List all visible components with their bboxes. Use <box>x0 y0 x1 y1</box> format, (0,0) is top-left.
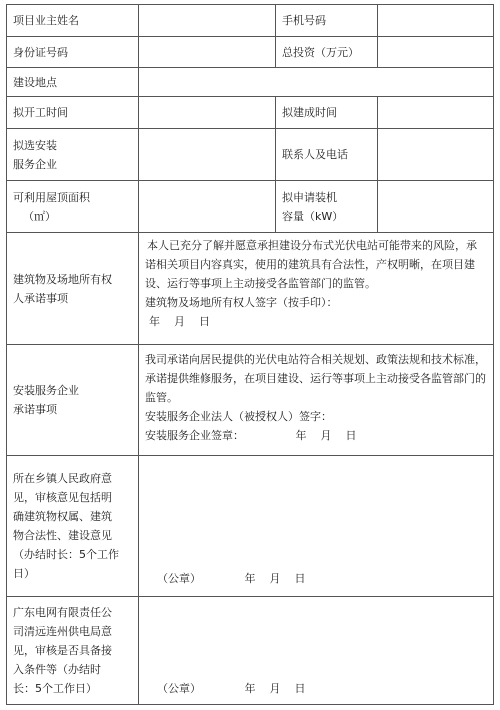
township-seal-label: （公章） <box>157 572 201 585</box>
township-seal-row <box>157 569 487 588</box>
installer-signature-label: 安装服务企业法人（被授权人）签字： <box>145 410 332 423</box>
start-date-value-cell[interactable] <box>139 97 276 129</box>
start-date-label: 拟开工时间 <box>13 106 68 119</box>
location-value-cell[interactable] <box>139 68 494 97</box>
id-number-label-cell <box>7 37 139 68</box>
installer-label-cell <box>7 129 139 181</box>
township-date-month: 月 <box>269 572 281 585</box>
installer-seal-label: 安装服务企业签章： <box>145 429 244 442</box>
township-date-year: 年 <box>244 572 256 585</box>
completion-date-label-cell <box>276 97 378 129</box>
grid-opinion-label-cell <box>7 597 139 705</box>
owner-commitment-content-cell <box>139 233 494 345</box>
township-opinion-content-cell[interactable] <box>139 456 494 597</box>
township-date-day: 日 <box>294 572 306 585</box>
grid-seal-row <box>157 679 487 698</box>
township-label-line4: 物合法性、建设意见 <box>13 529 112 542</box>
owner-date-year: 年 <box>149 315 160 328</box>
location-label-cell <box>7 68 139 97</box>
completion-date-value-cell[interactable] <box>378 97 494 129</box>
installer-value-cell[interactable] <box>139 129 276 181</box>
owner-commitment-label-cell <box>7 233 139 345</box>
grid-date-day: 日 <box>294 682 306 695</box>
owner-name-value-cell[interactable] <box>139 5 276 37</box>
phone-value-cell[interactable] <box>378 5 494 37</box>
township-label-line6: 日） <box>13 567 35 580</box>
start-date-label-cell <box>7 97 139 129</box>
capacity-label-line1: 拟申请装机 <box>282 190 337 204</box>
contact-value-cell[interactable] <box>378 129 494 181</box>
installer-seal-row <box>145 426 487 445</box>
installer-date-day: 日 <box>345 429 357 442</box>
grid-label-line5: 长：5个工作日） <box>13 682 97 695</box>
phone-label-cell <box>276 5 378 37</box>
installer-date-month: 月 <box>320 429 332 442</box>
total-investment-label: 总投资（万元） <box>282 45 359 59</box>
capacity-label-cell <box>276 181 378 233</box>
contact-label-cell <box>276 129 378 181</box>
installer-commitment-label-line2: 承诺事项 <box>13 403 57 416</box>
township-label-line2: 见，审核意见包括明 <box>13 491 112 504</box>
owner-commitment-text: 本人已充分了解并愿意承担建设分布式光伏电站可能带来的风险，承诺相关项目内容真实，使用的建筑具有合法性，产权明晰，在项目建设、运行等事项上主动接受各监管部门的监管。 <box>145 239 477 290</box>
township-opinion-label-cell <box>7 456 139 597</box>
capacity-value-cell[interactable] <box>378 181 494 233</box>
installer-commitment-label-cell <box>7 345 139 456</box>
township-label-line5: （办结时长：5个工作 <box>13 548 119 561</box>
owner-name-label-cell <box>7 5 139 37</box>
capacity-label-line2: 容量（kW） <box>282 209 344 223</box>
township-label-line1: 所在乡镇人民政府意 <box>13 472 112 485</box>
installer-date-year: 年 <box>295 429 307 442</box>
completion-date-label: 拟建成时间 <box>282 106 337 119</box>
grid-opinion-content-cell[interactable] <box>139 597 494 705</box>
owner-date-month: 月 <box>174 315 185 328</box>
grid-label-line2: 司清远连州供电局意 <box>13 625 112 638</box>
id-number-value-cell[interactable] <box>139 37 276 68</box>
installer-commitment-label-line1: 安装服务企业 <box>13 384 79 397</box>
owner-signature-label: 建筑物及场地所有权人签字（按手印）： <box>145 296 338 309</box>
grid-label-line1: 广东电网有限责任公 <box>13 606 112 619</box>
owner-commitment-label-line1: 建筑物及场地所有权 <box>13 272 112 286</box>
application-form-table <box>6 4 494 705</box>
owner-name-label: 项目业主姓名 <box>13 14 79 27</box>
installer-label-line2: 服务企业 <box>13 157 57 171</box>
owner-commitment-label-line2: 人承诺事项 <box>13 291 68 305</box>
total-investment-label-cell <box>276 37 378 68</box>
owner-signature-date <box>145 312 487 331</box>
roof-area-label-cell <box>7 181 139 233</box>
id-number-label: 身份证号码 <box>13 45 68 59</box>
total-investment-value-cell[interactable] <box>378 37 494 68</box>
installer-label-line1: 拟选安装 <box>13 138 57 152</box>
roof-area-label-line2: （㎡） <box>23 209 56 223</box>
grid-label-line3: 见，审核是否具备接 <box>13 644 112 657</box>
grid-label-line4: 入条件等（办结时 <box>13 663 101 676</box>
location-label: 建设地点 <box>13 75 57 89</box>
installer-commitment-content-cell <box>139 345 494 456</box>
contact-label: 联系人及电话 <box>282 148 348 161</box>
grid-seal-label: （公章） <box>157 682 201 695</box>
grid-date-year: 年 <box>244 682 256 695</box>
phone-label: 手机号码 <box>282 14 326 27</box>
roof-area-value-cell[interactable] <box>139 181 276 233</box>
grid-date-month: 月 <box>269 682 281 695</box>
township-label-line3: 确建筑物权属、建筑 <box>13 510 112 523</box>
roof-area-label-line1: 可利用屋顶面积 <box>13 190 90 204</box>
owner-date-day: 日 <box>199 315 210 328</box>
installer-commitment-text: 我司承诺向居民提供的光伏电站符合相关规划、政策法规和技术标准，承诺提供维修服务，在项目建设、运行等事项上主动接受各监管部门的监管。 <box>145 353 486 404</box>
